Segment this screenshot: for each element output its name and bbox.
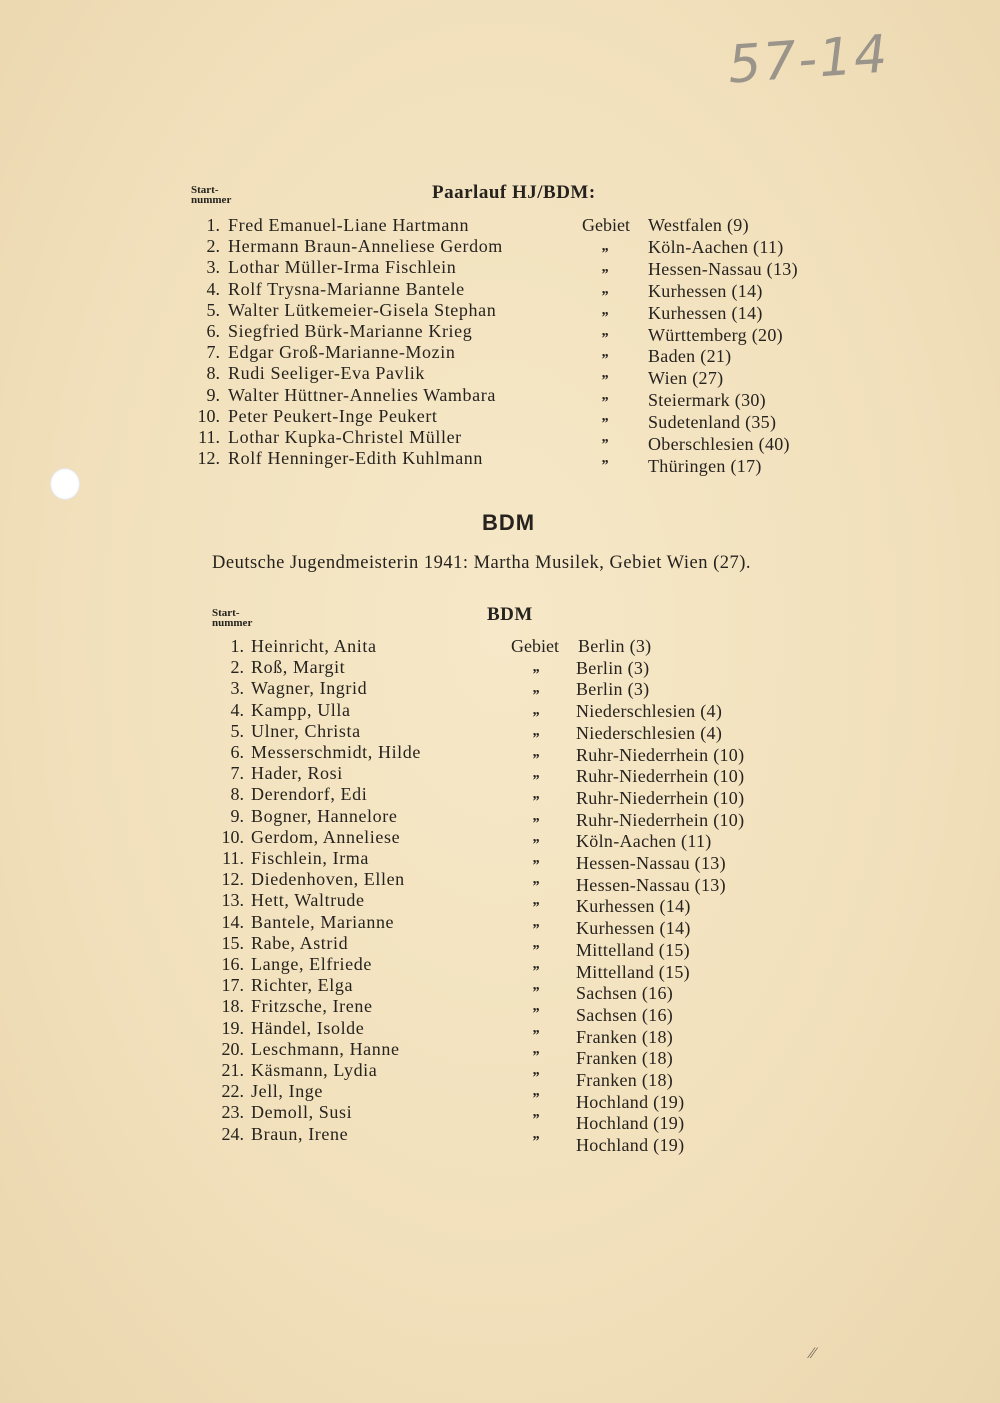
participant-name: Hermann Braun-Anneliese Gerdom: [228, 236, 503, 257]
ditto-mark: „: [533, 680, 541, 697]
punch-hole: [50, 468, 80, 500]
ditto-mark: „: [602, 238, 610, 255]
participant-name: Lothar Kupka-Christel Müller: [228, 427, 462, 447]
participant-name: Händel, Isolde: [251, 1017, 365, 1038]
start-number: 16.: [221, 954, 244, 974]
region-name: Sachsen (16): [576, 1004, 674, 1025]
participant-name: Braun, Irene: [251, 1123, 349, 1144]
start-number-label: Start- nummer: [191, 184, 232, 206]
participant-name: Bantele, Marianne: [251, 911, 395, 932]
region-name: Sudetenland (35): [648, 412, 777, 433]
ditto-mark: „: [533, 1040, 541, 1057]
participant-name: Roß, Margit: [251, 657, 346, 678]
start-number: 5.: [230, 720, 244, 741]
region-name: Hochland (19): [576, 1135, 685, 1156]
ditto-mark: „: [602, 323, 610, 339]
participant-name: Siegfried Bürk-Marianne Krieg: [228, 321, 473, 341]
ditto-mark: „: [533, 807, 541, 824]
region-name: Franken (18): [576, 1070, 674, 1090]
ditto-mark: „: [533, 744, 541, 760]
participant-name: Hett, Waltrude: [251, 890, 365, 911]
participant-name: Leschmann, Hanne: [251, 1038, 400, 1059]
participant-name: Rolf Trysna-Marianne Bantele: [228, 278, 465, 299]
ditto-mark: „: [533, 765, 541, 782]
start-number: 6.: [230, 742, 244, 762]
handwritten-number: 57-14: [726, 24, 892, 96]
ditto-mark: „: [533, 871, 541, 888]
participant-name: Lothar Müller-Irma Fischlein: [228, 257, 457, 278]
region-name: Hessen-Nassau (13): [648, 258, 798, 279]
participant-name: Rudi Seeliger-Eva Pavlik: [228, 363, 426, 384]
ditto-mark: „: [533, 722, 541, 739]
ditto-mark: „: [602, 259, 610, 276]
start-number: 23.: [221, 1102, 244, 1123]
region-name: Thüringen (17): [648, 455, 762, 476]
participant-name: Lange, Elfriede: [251, 954, 372, 974]
start-number: 4.: [206, 278, 220, 299]
participant-name: Ulner, Christa: [251, 720, 361, 741]
start-number: 19.: [221, 1017, 244, 1038]
participant-name: Walter Hüttner-Annelies Wambara: [228, 384, 496, 405]
region-name: Niederschlesien (4): [576, 701, 723, 722]
region-name: Hessen-Nassau (13): [576, 853, 726, 873]
start-number: 12.: [197, 448, 220, 469]
start-number: 7.: [230, 763, 244, 784]
start-number-label-bdm: Start- nummer: [212, 607, 253, 629]
participant-name: Richter, Elga: [251, 975, 354, 996]
bdm-list-title: BDM: [487, 604, 533, 625]
start-number: 10.: [197, 405, 220, 426]
ditto-mark: „: [533, 659, 541, 676]
region-name: Kurhessen (14): [576, 918, 691, 939]
ditto-mark: „: [533, 786, 541, 803]
bdm-heading: BDM: [482, 510, 536, 535]
pairs-section-title: Paarlauf HJ/BDM:: [432, 182, 596, 203]
region-name: Kurhessen (14): [648, 280, 763, 301]
participant-name: Hader, Rosi: [251, 763, 343, 784]
start-number: 4.: [230, 699, 244, 720]
start-number: 10.: [221, 826, 244, 847]
participant-name: Rabe, Astrid: [251, 932, 349, 953]
region-name: Kurhessen (14): [576, 896, 691, 917]
ditto-mark: „: [533, 1125, 541, 1142]
participant-name: Heinricht, Anita: [251, 636, 377, 656]
ditto-mark: „: [533, 934, 541, 951]
region-name: Niederschlesien (4): [576, 722, 723, 743]
region-name: Kurhessen (14): [648, 302, 763, 323]
start-number: 15.: [221, 932, 244, 953]
start-number: 24.: [221, 1123, 244, 1144]
gebiet-label: Gebiet: [511, 636, 559, 656]
ditto-mark: „: [533, 828, 541, 845]
ditto-mark: „: [533, 913, 541, 930]
region-name: Köln-Aachen (11): [576, 831, 712, 852]
champion-statement: Deutsche Jugendmeisterin 1941: Martha Musilek, Gebiet Wien (27).: [212, 553, 752, 573]
region-name: Hochland (19): [576, 1113, 685, 1134]
start-number: 17.: [221, 975, 244, 996]
ditto-mark: „: [533, 850, 541, 866]
region-name: Ruhr-Niederrhein (10): [576, 766, 745, 787]
start-number: 22.: [221, 1081, 244, 1102]
participant-name: Fischlein, Irma: [251, 848, 369, 868]
start-number: 1.: [206, 215, 220, 235]
region-name: Ruhr-Niederrhein (10): [576, 809, 745, 830]
start-number: 6.: [206, 321, 220, 341]
participant-name: Edgar Groß-Marianne-Mozin: [228, 342, 456, 363]
participant-name: Wagner, Ingrid: [251, 678, 368, 699]
corner-scribble: ⁄⁄: [810, 1345, 816, 1362]
participant-name: Peter Peukert-Inge Peukert: [228, 405, 438, 426]
ditto-mark: „: [533, 892, 541, 909]
participant-name: Walter Lütkemeier-Gisela Stephan: [228, 299, 497, 320]
start-number: 11.: [222, 848, 244, 868]
participant-name: Messerschmidt, Hilde: [251, 742, 421, 762]
ditto-mark: „: [533, 977, 541, 994]
start-number: 12.: [221, 869, 244, 890]
region-name: Ruhr-Niederrhein (10): [576, 787, 745, 808]
region-name: Wien (27): [648, 368, 724, 389]
ditto-mark: „: [533, 701, 541, 718]
start-number: 1.: [230, 636, 244, 656]
ditto-mark: „: [602, 280, 610, 297]
region-name: Franken (18): [576, 1026, 674, 1047]
participant-name: Käsmann, Lydia: [251, 1060, 378, 1080]
ditto-mark: „: [533, 1062, 541, 1078]
ditto-mark: „: [533, 1083, 541, 1100]
ditto-mark: „: [533, 956, 541, 972]
start-number: 21.: [221, 1060, 244, 1080]
ditto-mark: „: [533, 1104, 541, 1121]
region-name: Hessen-Nassau (13): [576, 874, 726, 895]
start-number: 2.: [230, 657, 244, 678]
participant-name: Rolf Henninger-Edith Kuhlmann: [228, 448, 483, 469]
region-name: Hochland (19): [576, 1091, 685, 1112]
ditto-mark: „: [602, 450, 610, 467]
region-name: Berlin (3): [576, 679, 650, 700]
start-number: 9.: [206, 384, 220, 405]
participant-name: Diedenhoven, Ellen: [251, 869, 405, 890]
participant-name: Jell, Inge: [251, 1081, 323, 1102]
region-name: Baden (21): [648, 346, 732, 367]
ditto-mark: „: [533, 1019, 541, 1036]
start-number: 9.: [230, 805, 244, 826]
start-number: 13.: [221, 890, 244, 911]
ditto-mark: „: [533, 998, 541, 1015]
participant-name: Derendorf, Edi: [251, 784, 368, 805]
region-name: Westfalen (9): [648, 215, 749, 235]
start-number: 8.: [230, 784, 244, 805]
ditto-mark: „: [602, 429, 610, 445]
start-number: 3.: [230, 678, 244, 699]
region-name: Mittelland (15): [576, 939, 690, 960]
region-name: Köln-Aachen (11): [648, 236, 784, 257]
ditto-mark: „: [602, 344, 610, 361]
region-name: Sachsen (16): [576, 983, 674, 1004]
start-number: 14.: [221, 911, 244, 932]
start-number: 11.: [198, 427, 220, 447]
region-name: Berlin (3): [576, 657, 650, 678]
start-number: 20.: [221, 1038, 244, 1059]
region-name: Württemberg (20): [648, 324, 783, 345]
ditto-mark: „: [602, 407, 610, 424]
start-number: 2.: [206, 236, 220, 257]
region-name: Ruhr-Niederrhein (10): [576, 744, 745, 765]
participant-name: Demoll, Susi: [251, 1102, 353, 1123]
participant-name: Gerdom, Anneliese: [251, 826, 401, 847]
start-number: 18.: [221, 996, 244, 1017]
start-number: 8.: [206, 363, 220, 384]
region-name: Oberschlesien (40): [648, 434, 790, 454]
region-name: Franken (18): [576, 1048, 674, 1069]
start-number: 7.: [206, 342, 220, 363]
region-name: Berlin (3): [578, 636, 652, 656]
participant-name: Fred Emanuel-Liane Hartmann: [228, 215, 470, 235]
participant-name: Bogner, Hannelore: [251, 805, 398, 826]
gebiet-label: Gebiet: [582, 215, 630, 235]
ditto-mark: „: [602, 365, 610, 382]
participant-name: Fritzsche, Irene: [251, 996, 373, 1017]
ditto-mark: „: [602, 301, 610, 318]
ditto-mark: „: [602, 386, 610, 403]
start-number: 5.: [206, 299, 220, 320]
region-name: Mittelland (15): [576, 961, 690, 982]
participant-name: Kampp, Ulla: [251, 699, 351, 720]
region-name: Steiermark (30): [648, 390, 766, 411]
start-number: 3.: [206, 257, 220, 278]
